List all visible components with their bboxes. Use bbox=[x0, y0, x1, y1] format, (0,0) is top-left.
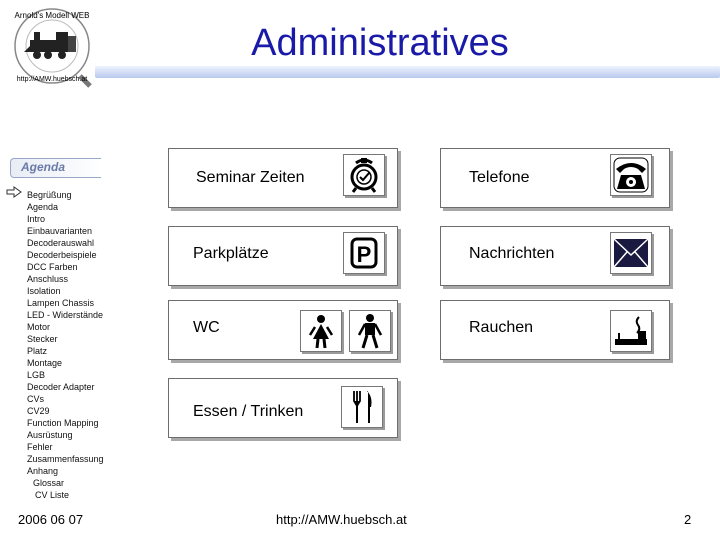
agenda-item[interactable]: LGB bbox=[27, 370, 46, 380]
logo-text-bottom: http://AMW.huebsch.at bbox=[16, 76, 88, 83]
agenda-tab[interactable] bbox=[10, 158, 101, 178]
parking-icon-letter: P bbox=[356, 242, 372, 267]
agenda-item[interactable]: Glossar bbox=[33, 478, 65, 488]
agenda-item[interactable]: Lampen Chassis bbox=[27, 298, 95, 308]
parking-icon bbox=[343, 232, 385, 274]
agenda-tab-label: Agenda bbox=[21, 160, 66, 174]
agenda-item[interactable]: Decoderauswahl bbox=[27, 238, 95, 248]
agenda-item[interactable]: Intro bbox=[27, 214, 46, 224]
agenda-list bbox=[27, 189, 104, 501]
envelope-icon bbox=[610, 232, 652, 274]
current-item-arrow-icon bbox=[6, 186, 22, 198]
agenda-item[interactable]: CV Liste bbox=[35, 490, 70, 500]
essen-trinken-label: Essen / Trinken bbox=[193, 403, 304, 420]
agenda-item[interactable]: Decoder Adapter bbox=[27, 382, 95, 392]
footer-date: 2006 06 07 bbox=[18, 512, 84, 527]
agenda-item[interactable]: Einbauvarianten bbox=[27, 226, 93, 236]
page-number: 2 bbox=[684, 512, 692, 527]
agenda-item[interactable]: Function Mapping bbox=[27, 418, 99, 428]
agenda-item[interactable]: Decoderbeispiele bbox=[27, 250, 97, 260]
wc-label: WC bbox=[193, 319, 220, 336]
logo-text-top: Arnold's Modell WEB bbox=[14, 11, 90, 20]
nachrichten-label: Nachrichten bbox=[469, 245, 555, 262]
agenda-item[interactable]: Fehler bbox=[27, 442, 53, 452]
woman-icon bbox=[300, 310, 342, 352]
telephone-icon bbox=[610, 154, 652, 196]
smoking-icon bbox=[610, 310, 652, 352]
agenda-item[interactable]: Anschluss bbox=[27, 274, 69, 284]
header-divider bbox=[95, 66, 720, 78]
rauchen-label: Rauchen bbox=[469, 319, 534, 336]
agenda-item[interactable]: Ausrüstung bbox=[27, 430, 73, 440]
man-icon bbox=[349, 310, 391, 352]
agenda-item[interactable]: CVs bbox=[27, 394, 45, 404]
agenda-item[interactable]: Stecker bbox=[27, 334, 58, 344]
fork-knife-icon bbox=[341, 386, 383, 428]
agenda-item[interactable]: Platz bbox=[27, 346, 48, 356]
agenda-item[interactable]: DCC Farben bbox=[27, 262, 78, 272]
agenda-item[interactable]: Agenda bbox=[27, 202, 59, 212]
agenda-item[interactable]: Zusammenfassung bbox=[27, 454, 104, 464]
footer-url[interactable]: http://AMW.huebsch.at bbox=[276, 512, 407, 527]
telefone-label: Telefone bbox=[469, 169, 530, 186]
alarm-clock-icon bbox=[343, 154, 385, 196]
agenda-item[interactable]: Montage bbox=[27, 358, 63, 368]
agenda-item[interactable]: LED - Widerstände bbox=[27, 310, 104, 320]
agenda-item[interactable]: CV29 bbox=[27, 406, 50, 416]
agenda-item[interactable]: Anhang bbox=[27, 466, 59, 476]
page-title: Administratives bbox=[251, 22, 509, 64]
site-logo bbox=[6, 6, 98, 88]
seminar-zeiten-label: Seminar Zeiten bbox=[196, 169, 305, 186]
agenda-item[interactable]: Isolation bbox=[27, 286, 61, 296]
agenda-item[interactable]: Motor bbox=[27, 322, 51, 332]
agenda-item[interactable]: Begrüßung bbox=[27, 190, 72, 200]
parkplaetze-label: Parkplätze bbox=[193, 245, 269, 262]
